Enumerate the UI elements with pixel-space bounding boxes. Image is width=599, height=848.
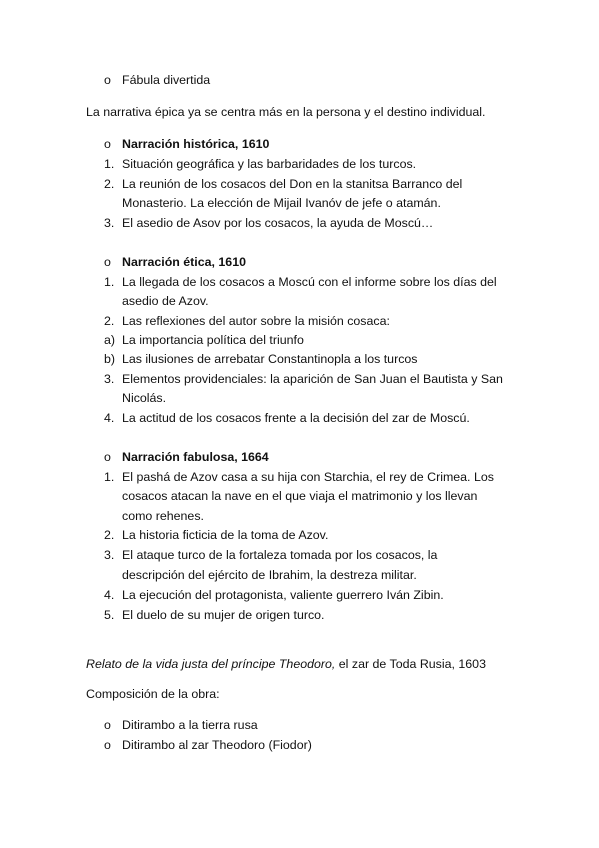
list-item-line: Situación geográfica y las barbaridades de los turcos.: [122, 157, 417, 171]
list-marker: 5.: [104, 608, 115, 622]
list-item-line: asedio de Azov.: [122, 294, 209, 308]
heading-narracion-fabulosa: Narración fabulosa, 1664: [122, 450, 269, 464]
list-item-line: cosacos atacan la nave en el que viaja el matrimonio y los llevan: [122, 489, 478, 503]
list-marker: 1.: [104, 275, 115, 289]
bullet-marker: o: [104, 450, 111, 464]
heading-narracion-historica: Narración histórica, 1610: [122, 137, 270, 151]
bullet-marker: o: [104, 137, 111, 151]
paragraph-narrativa-epica: La narrativa épica ya se centra más en la persona y el destino individual.: [86, 105, 486, 119]
list-marker: 4.: [104, 411, 115, 425]
bullet-marker: o: [104, 73, 111, 87]
list-marker: 1.: [104, 470, 115, 484]
composicion-heading: Composición de la obra:: [86, 687, 220, 701]
list-item-line: La actitud de los cosacos frente a la decisión del zar de Moscú.: [122, 411, 470, 425]
list-item-line: La reunión de los cosacos del Don en la stanitsa Barranco del: [122, 177, 463, 191]
list-marker: 4.: [104, 588, 115, 602]
list-item-line: La ejecución del protagonista, valiente guerrero Iván Zibin.: [122, 588, 444, 602]
list-marker: 1.: [104, 157, 115, 171]
bullet-fabula-divertida: Fábula divertida: [122, 73, 211, 87]
list-item-line: Elementos providenciales: la aparición de San Juan el Bautista y San: [122, 372, 503, 386]
list-marker: 2.: [104, 314, 115, 328]
relato-title-rest: el zar de Toda Rusia, 1603: [335, 657, 486, 671]
bullet-ditirambo-zar: Ditirambo al zar Theodoro (Fiodor): [122, 738, 312, 752]
list-item-line: El asedio de Asov por los cosacos, la ayuda de Moscú…: [122, 216, 434, 230]
list-item-line: Las ilusiones de arrebatar Constantinopla a los turcos: [122, 352, 418, 366]
list-marker: a): [104, 333, 116, 347]
list-item-line: El ataque turco de la fortaleza tomada por los cosacos, la: [122, 548, 438, 562]
list-item-line: descripción del ejército de Ibrahim, la destreza militar.: [122, 568, 417, 582]
bullet-marker: o: [104, 255, 111, 269]
list-item-line: El pashá de Azov casa a su hija con Starchia, el rey de Crimea. Los: [122, 470, 494, 484]
heading-narracion-etica: Narración ética, 1610: [122, 255, 246, 269]
list-item-line: La llegada de los cosacos a Moscú con el informe sobre los días del: [122, 275, 497, 289]
bullet-marker: o: [104, 718, 111, 732]
list-item-line: como rehenes.: [122, 509, 204, 523]
list-marker: 2.: [104, 177, 115, 191]
list-marker: 3.: [104, 372, 115, 386]
list-marker: 3.: [104, 548, 115, 562]
list-marker: 2.: [104, 528, 115, 542]
list-marker: b): [104, 352, 116, 366]
list-item-line: Las reflexiones del autor sobre la misión cosaca:: [122, 314, 390, 328]
list-item-line: La importancia política del triunfo: [122, 333, 304, 347]
relato-title-italic: Relato de la vida justa del príncipe Theodoro,: [86, 657, 336, 671]
bullet-ditirambo-tierra: Ditirambo a la tierra rusa: [122, 718, 258, 732]
list-item-line: El duelo de su mujer de origen turco.: [122, 608, 325, 622]
list-item-line: Nicolás.: [122, 391, 167, 405]
list-marker: 3.: [104, 216, 115, 230]
list-item-line: Monasterio. La elección de Mijail Ivanóv de jefe o atamán.: [122, 196, 441, 210]
bullet-marker: o: [104, 738, 111, 752]
list-item-line: La historia ficticia de la toma de Azov.: [122, 528, 329, 542]
relato-heading: [86, 656, 486, 672]
